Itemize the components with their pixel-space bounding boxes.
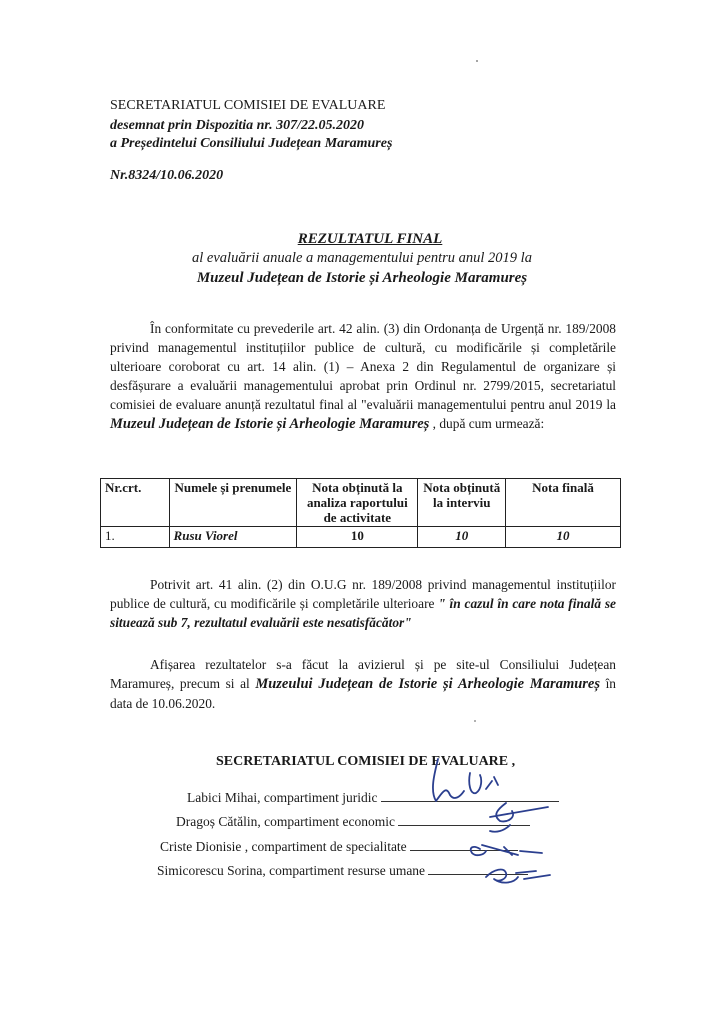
header-presedinte: a Președintelui Consiliului Județean Maramureș	[110, 136, 393, 151]
signature-row-2	[176, 813, 596, 831]
signature-line	[381, 789, 559, 802]
intro-institution: Muzeul Județean de Istorie și Arheologie Maramureș	[110, 416, 430, 432]
cell-interview-grade: 10	[418, 527, 506, 548]
signatory-name: Dragoș Cătălin, compartiment economic	[176, 814, 395, 829]
legal-note-text: Potrivit art. 41 alin. (2) din O.U.G nr. 189/2008 privind managementul instituțiilor publice de cultură, cu modificările și completările ulterioare	[110, 577, 616, 611]
cell-final-grade: 10	[506, 527, 621, 548]
legal-note-quote: " în cazul în care nota finală se situează sub 7, rezultatul evaluării este nesatisfăcător"	[110, 596, 616, 630]
signature-row-4	[157, 862, 577, 880]
col-header-final-grade: Nota finală	[506, 479, 621, 527]
scan-speck	[474, 720, 476, 722]
intro-ending: , după cum urmează:	[429, 416, 545, 431]
publication-institution: Muzeului Județean de Istorie și Arheologie Maramureș	[255, 676, 601, 692]
signatory-name: Criste Dionisie , compartiment de specialitate	[160, 839, 407, 854]
header-secretariat: SECRETARIATUL COMISIEI DE EVALUARE	[110, 98, 386, 113]
col-header-report-grade: Nota obținută la analiza raportului de activitate	[297, 479, 418, 527]
signature-line	[410, 838, 518, 851]
cell-name: Rusu Viorel	[169, 527, 297, 548]
signature-line	[428, 862, 528, 875]
publication-text: Afișarea rezultatelor s-a făcut la avizierul și pe site-ul Consiliului Județean Maramureș, precum si al	[110, 657, 616, 691]
intro-paragraph	[110, 319, 616, 434]
table-row	[101, 527, 621, 548]
publication-ending: în data de 10.06.2020.	[110, 676, 616, 711]
col-header-interview-grade: Nota obținută la interviu	[418, 479, 506, 527]
col-header-name: Numele și prenumele	[169, 479, 297, 527]
signatory-name: Simicorescu Sorina, compartiment resurse umane	[157, 863, 426, 878]
col-header-nr: Nr.crt.	[101, 479, 170, 527]
signature-heading: SECRETARIATUL COMISIEI DE EVALUARE ,	[216, 754, 516, 769]
document-subtitle: al evaluării anuale a managementului pentru anul 2019 la	[192, 250, 532, 266]
registration-number: Nr.8324/10.06.2020	[110, 168, 224, 183]
signatory-name: Labici Mihai, compartiment juridic	[187, 790, 378, 805]
document-title: REZULTATUL FINAL	[297, 231, 443, 247]
cell-report-grade: 10	[297, 527, 418, 548]
table-header-row	[101, 479, 621, 527]
signature-row-3	[160, 838, 580, 856]
intro-text: În conformitate cu prevederile art. 42 alin. (3) din Ordonanța de Urgență nr. 189/2008 privind managementul instituțiilor publice de cultură, cu modificările și completările ulterioare coroborat cu art. 14 alin. (1) – Anexa 2 din Regulamentul de organizare și desfășurare a evaluării managementului aprobat prin Ordinul nr. 2799/2015, secretariatul comisiei de evaluare anunță rezultatul final al "evaluării managementului pentru anul 2019 la	[110, 321, 616, 412]
signature-row-1	[187, 789, 607, 807]
cell-nr: 1.	[101, 527, 170, 548]
legal-note-paragraph	[110, 575, 616, 632]
header-dispozitie: desemnat prin Dispozitia nr. 307/22.05.2020	[110, 118, 364, 133]
scan-speck	[476, 60, 478, 62]
results-table	[100, 478, 621, 548]
publication-paragraph	[110, 655, 616, 713]
institution-title: Muzeul Județean de Istorie și Arheologie Maramureș	[196, 270, 528, 286]
signature-line	[398, 813, 530, 826]
